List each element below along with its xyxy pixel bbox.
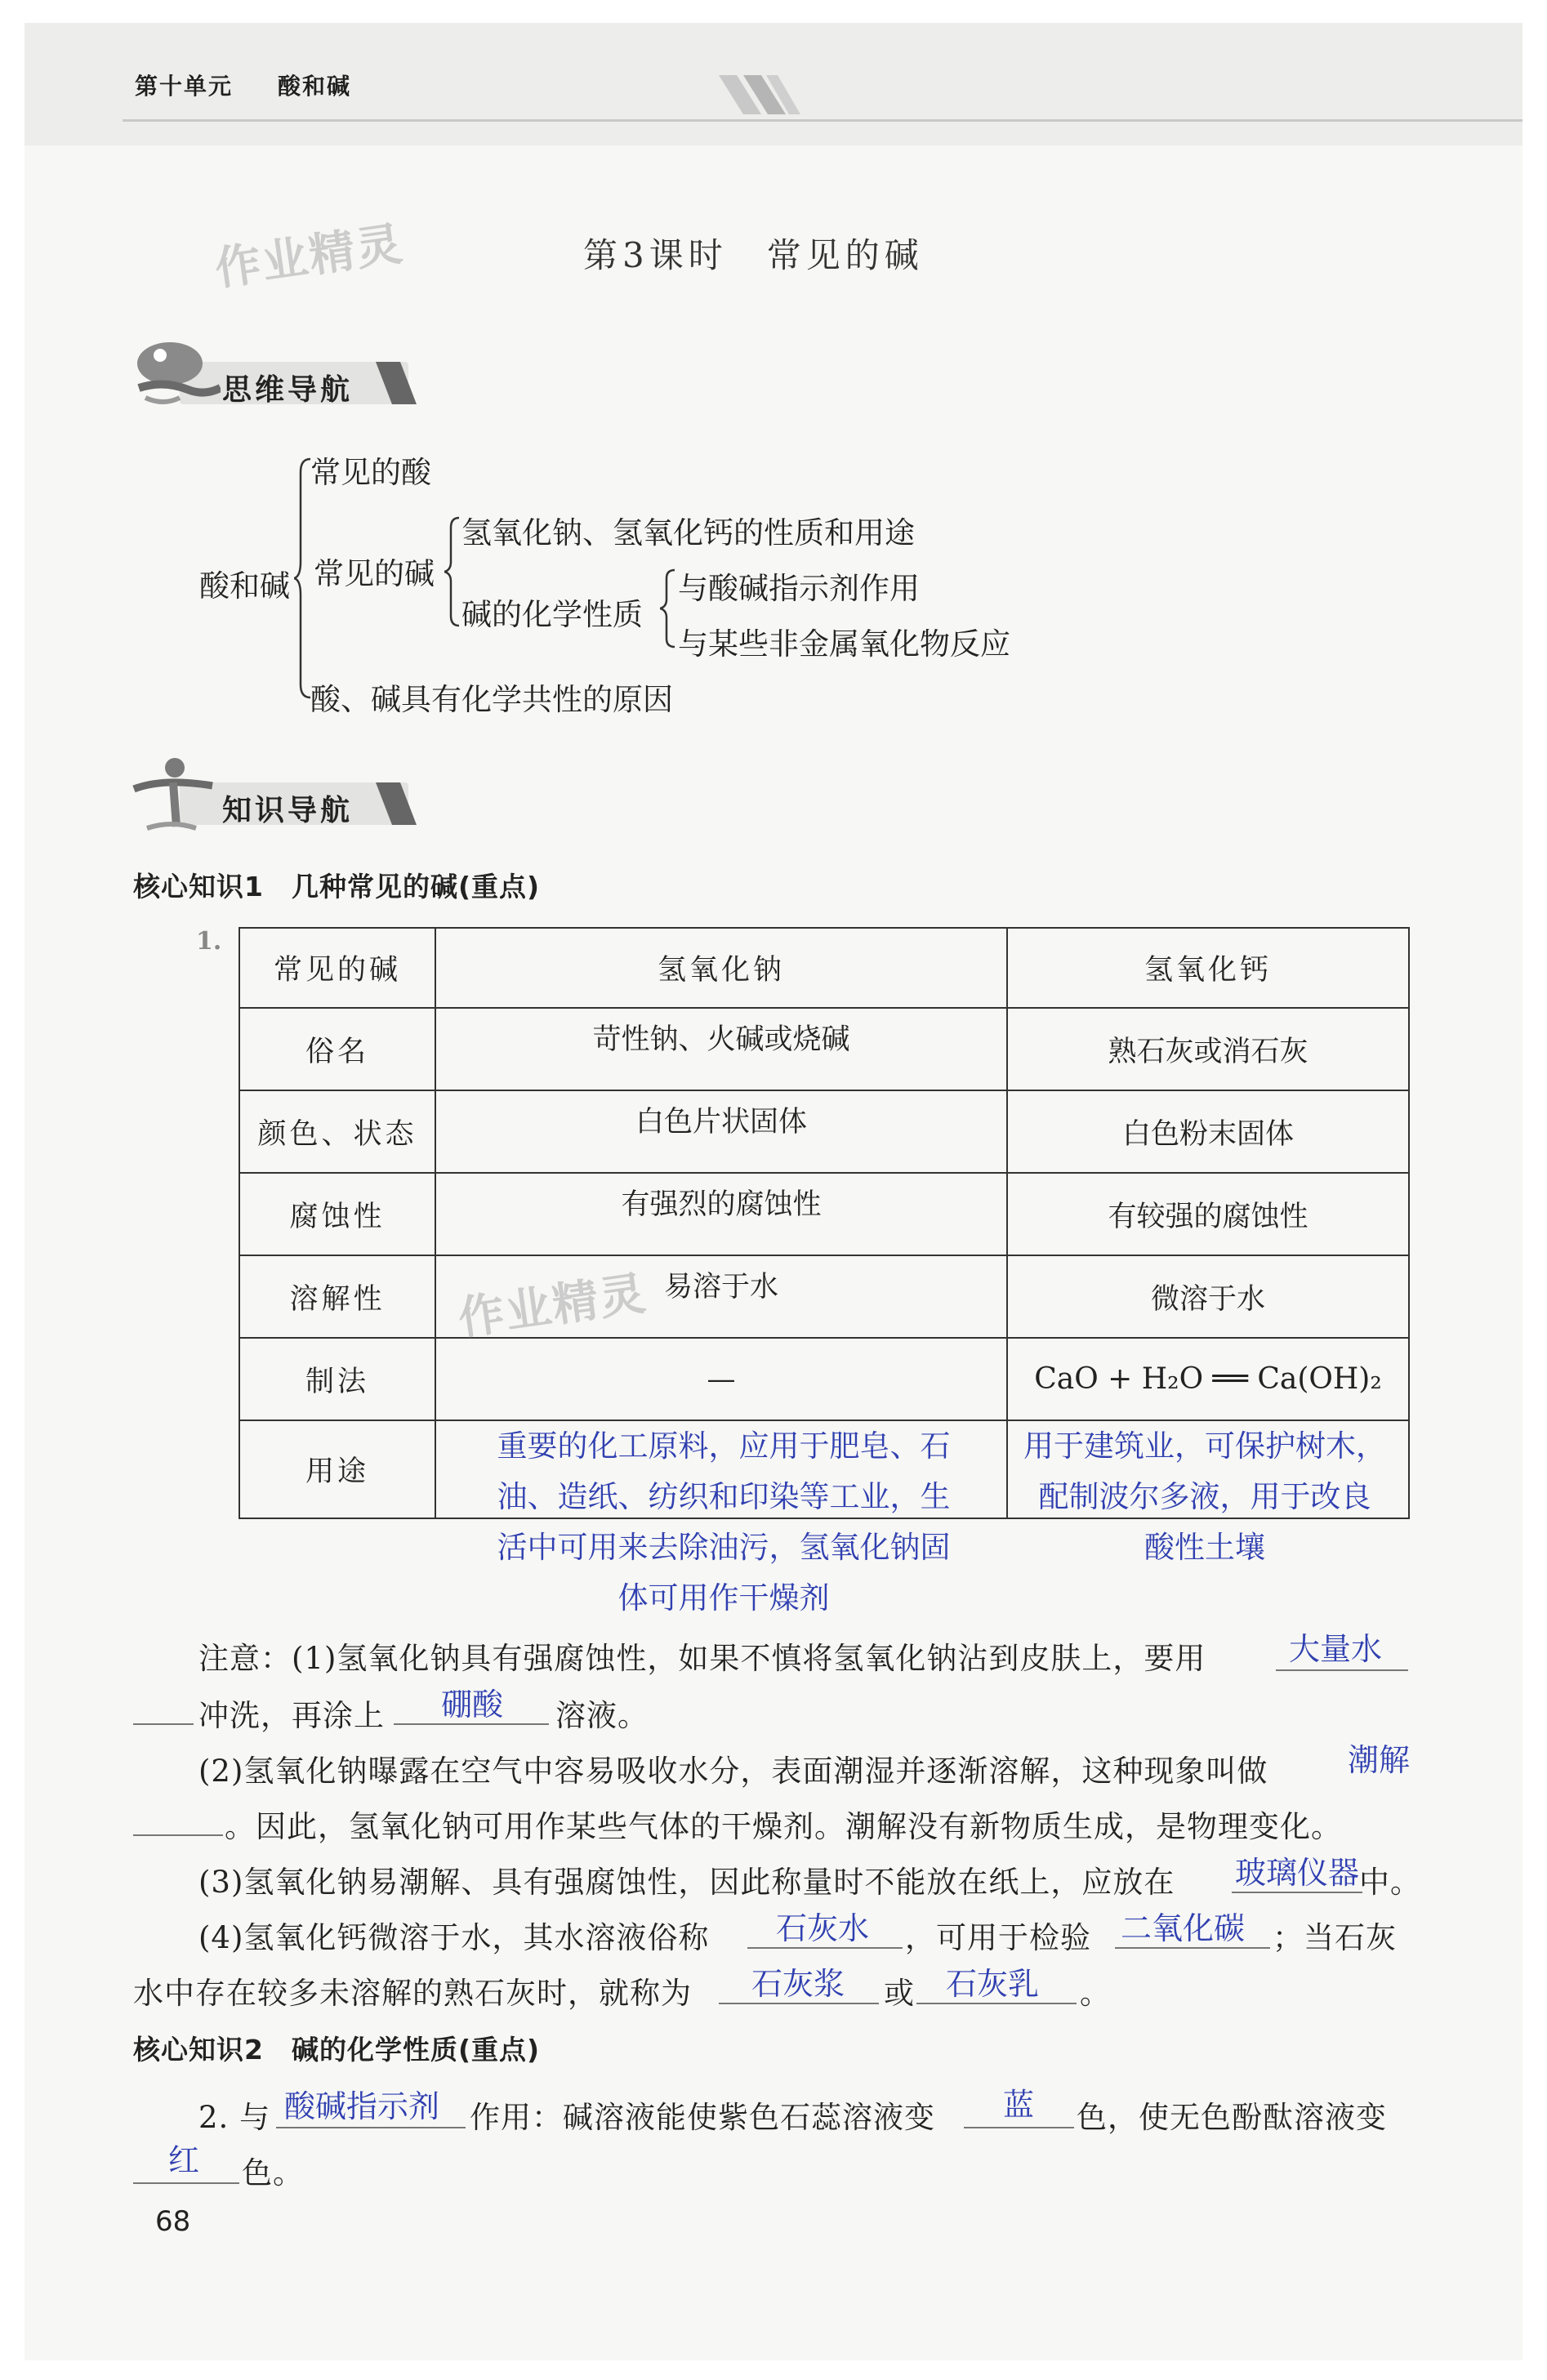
mm-common-acids: 常见的酸	[310, 455, 431, 490]
naoh-common-name: 苛性钠、火碱或烧碱	[435, 1008, 1007, 1090]
answer-blank	[133, 1723, 194, 1725]
lesson-title: 第3课时 常见的碱	[583, 235, 924, 275]
note4-answer1: 石灰水	[776, 1910, 870, 1946]
mm-base-chem-props: 碱的化学性质	[461, 597, 643, 632]
mm-naoh-caoh: 氢氧化钠、氢氧化钙的性质和用途	[461, 515, 915, 550]
table-row	[239, 1173, 1409, 1255]
knowledge-title: 知识导航	[222, 794, 354, 827]
mm-root: 酸和碱	[199, 568, 290, 604]
note3-text-b: 中。	[1359, 1865, 1421, 1900]
caoh-color-state: 白色粉末固体	[1007, 1090, 1409, 1173]
page-number: 68	[155, 2205, 191, 2238]
note2-text: (2)氢氧化钠曝露在空气中容易吸收水分，表面潮湿并逐渐溶解，这种现象叫做	[198, 1754, 1268, 1789]
brain-swirl-icon	[131, 331, 221, 412]
brace-icon	[660, 567, 676, 650]
caoh-corrosivity: 有较强的腐蚀性	[1007, 1173, 1409, 1255]
question-number: 1.	[196, 927, 222, 956]
caoh-solubility: 微溶于水	[1007, 1255, 1409, 1338]
unit-label: 第十单元	[135, 73, 234, 100]
note2-answer: 潮解	[1348, 1742, 1411, 1778]
note4-answer4: 石灰乳	[946, 1966, 1040, 2002]
q2-answer1: 酸碱指示剂	[284, 2088, 440, 2124]
naoh-use-line: 体可用作干燥剂	[617, 1580, 830, 1616]
note1-answer2: 硼酸	[441, 1687, 504, 1723]
mm-nonmetal-oxide: 与某些非金属氧化物反应	[678, 626, 1010, 662]
caoh-use-line: 配制波尔多液，用于改良	[1038, 1479, 1371, 1514]
note4-text-f: 。	[1080, 1976, 1111, 2011]
note2-text-b: 。因此，氢氧化钠可用作某些气体的干燥剂。潮解没有新物质生成，是物理变化。	[225, 1809, 1342, 1844]
caoh-common-name: 熟石灰或消石灰	[1007, 1008, 1409, 1090]
table-row	[239, 1008, 1409, 1090]
row-label: 俗名	[239, 1008, 435, 1090]
core1-title: 核心知识1 几种常见的碱(重点)	[133, 871, 541, 903]
note4-text-e: 或	[884, 1976, 915, 2011]
brace-icon	[294, 456, 312, 701]
naoh-use-line: 活中可用来去除油污，氢氧化钠固	[497, 1530, 951, 1565]
caoh-preparation: CaO + H₂O ══ Ca(OH)₂	[1007, 1338, 1409, 1420]
naoh-use-line: 油、造纸、纺织和印染等工业，生	[497, 1479, 951, 1514]
header-rule	[123, 119, 1522, 122]
brace-icon	[444, 515, 461, 629]
person-swirl-icon	[131, 753, 221, 835]
mind-map-banner	[131, 331, 425, 407]
caoh-use-line: 用于建筑业，可保护树木，	[1023, 1428, 1386, 1464]
mm-common-bases: 常见的碱	[314, 556, 435, 591]
knowledge-banner	[131, 753, 425, 827]
core2-title: 核心知识2 碱的化学性质(重点)	[133, 2034, 541, 2066]
banner-arrow-icon	[376, 782, 417, 825]
note4-text-c: ；当石灰	[1273, 1920, 1397, 1955]
note1-answer1: 大量水	[1289, 1631, 1383, 1667]
row-label: 制法	[239, 1338, 435, 1420]
table-row	[239, 1255, 1409, 1338]
note3-text: (3)氢氧化钠易潮解、具有强腐蚀性，因此称量时不能放在纸上，应放在	[198, 1865, 1175, 1900]
watermark: 作业精灵	[212, 217, 408, 296]
mm-indicator: 与酸碱指示剂作用	[678, 571, 920, 606]
answer-blank	[133, 2182, 239, 2184]
mind-map-title: 思维导航	[222, 373, 354, 407]
table-row	[239, 1338, 1409, 1420]
naoh-uses	[454, 1421, 993, 1624]
note1-text-b: 冲洗，再涂上	[198, 1698, 385, 1733]
row-label: 腐蚀性	[239, 1173, 435, 1255]
q2-text: 2. 与	[198, 2100, 271, 2135]
note4-text-d: 水中存在较多未溶解的熟石灰时，就称为	[133, 1976, 692, 2011]
row-label: 溶解性	[239, 1255, 435, 1338]
note4-answer2: 二氧化碳	[1121, 1910, 1246, 1946]
unit-name: 酸和碱	[278, 73, 352, 100]
mm-common-reason: 酸、碱具有化学共性的原因	[310, 682, 673, 717]
caoh-uses	[1005, 1421, 1405, 1573]
naoh-color-state: 白色片状固体	[435, 1090, 1007, 1173]
table-header-cell: 常见的碱	[239, 928, 435, 1008]
naoh-use-line: 重要的化工原料，应用于肥皂、石	[497, 1428, 951, 1464]
caoh-use-line: 酸性土壤	[1144, 1530, 1265, 1565]
answer-blank	[133, 1834, 223, 1836]
watermark: 作业精灵	[455, 1267, 651, 1346]
q2-text-d: 色。	[242, 2155, 304, 2191]
note4-text-b: ，可用于检验	[905, 1920, 1091, 1955]
q2-answer2: 蓝	[1003, 2087, 1035, 2123]
note1-text-c: 溶液。	[555, 1698, 649, 1733]
note4-answer3: 石灰浆	[751, 1966, 845, 2002]
q2-text-b: 作用：碱溶液能使紫色石蕊溶液变	[470, 2100, 935, 2135]
row-label: 用途	[239, 1420, 435, 1518]
header-stripes-icon	[719, 75, 800, 114]
note4-text: (4)氢氧化钙微溶于水，其水溶液俗称	[198, 1920, 710, 1955]
naoh-preparation: —	[435, 1338, 1007, 1420]
naoh-solubility: 易溶于水	[435, 1255, 1007, 1338]
table-header-cell: 氢氧化钙	[1007, 928, 1409, 1008]
answer-blank	[964, 2127, 1074, 2128]
answer-blank	[276, 2127, 466, 2128]
table-header-row	[239, 928, 1409, 1008]
q2-text-c: 色，使无色酚酞溶液变	[1077, 2100, 1387, 2135]
row-label: 颜色、状态	[239, 1090, 435, 1173]
note1-text: 注意：(1)氢氧化钠具有强腐蚀性，如果不慎将氢氧化钠沾到皮肤上，要用	[198, 1641, 1206, 1676]
naoh-corrosivity: 有强烈的腐蚀性	[435, 1173, 1007, 1255]
note3-answer: 玻璃仪器	[1235, 1855, 1360, 1891]
table-row	[239, 1090, 1409, 1173]
answer-blank	[1276, 1669, 1408, 1671]
banner-arrow-icon	[376, 362, 417, 404]
q2-answer3: 红	[168, 2142, 200, 2178]
table-header-cell: 氢氧化钠	[435, 928, 1007, 1008]
